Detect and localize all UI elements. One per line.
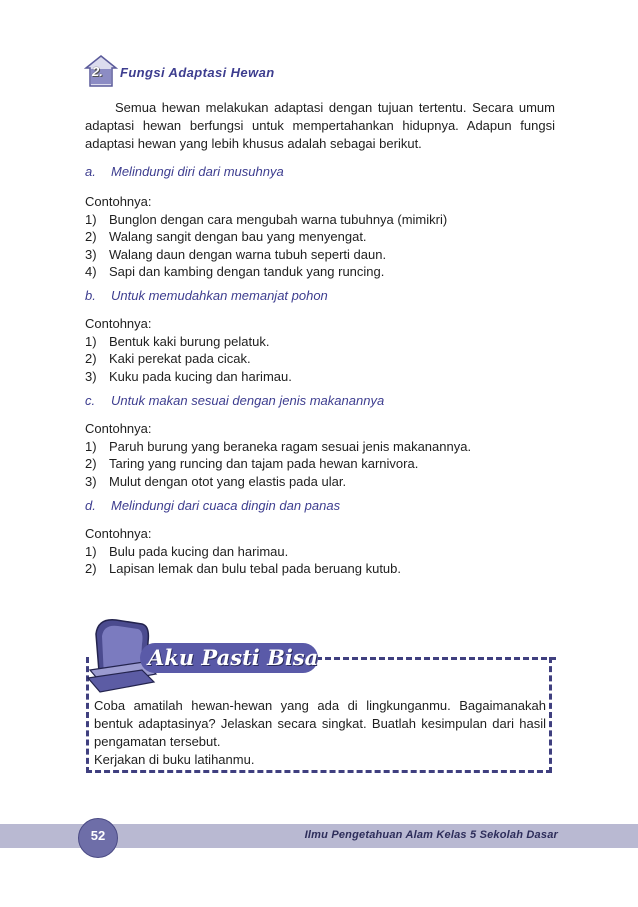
list-item: 1) Paruh burung yang beraneka ragam sesuai jenis makanannya. xyxy=(85,438,472,454)
subsection-title: Melindungi diri dari musuhnya xyxy=(111,164,284,179)
list-item: 2) Taring yang runcing dan tajam pada hewan karnivora. xyxy=(85,456,419,471)
list-item: 4) Sapi dan kambing dengan tanduk yang runcing. xyxy=(85,264,385,279)
list-item: 1) Bulu pada kucing dan harimau. xyxy=(85,543,289,559)
section-title: Fungsi Adaptasi Hewan xyxy=(120,65,275,80)
list-item: 1) Bunglon dengan cara mengubah warna tubuhnya (mimikri) xyxy=(85,211,448,227)
list-item: 1) Bentuk kaki burung pelatuk. xyxy=(85,333,270,349)
intro-paragraph: Semua hewan melakukan adaptasi dengan tujuan tertentu. Secara umum adaptasi hewan berfungsi untuk mempertahankan hidupnya. Adapun fungsi adaptasi hewan yang lebih khusus adalah sebagai berikut. xyxy=(85,100,555,151)
list-item: 2) Lapisan lemak dan bulu tebal pada beruang kutub. xyxy=(85,561,401,576)
task-instruction: Kerjakan di buku latihanmu. xyxy=(94,752,255,767)
example-list-b xyxy=(85,315,555,385)
subsection-title: Melindungi dari cuaca dingin dan panas xyxy=(111,498,341,513)
example-label: Contohnya: xyxy=(85,526,152,541)
page-number: 52 xyxy=(90,828,106,843)
subsection-letter: d. xyxy=(85,498,96,513)
example-list-c xyxy=(85,420,555,490)
list-item: 2) Kaki perekat pada cicak. xyxy=(85,351,251,366)
example-label: Contohnya: xyxy=(85,316,152,331)
subsection-title: Untuk memudahkan memanjat pohon xyxy=(111,288,328,303)
list-item: 3) Mulut dengan otot yang elastis pada ular. xyxy=(85,473,347,489)
example-list-d xyxy=(85,525,555,578)
subsection-heading-a xyxy=(85,164,284,179)
section-number: 2. xyxy=(92,64,103,79)
list-item: 2) Walang sangit dengan bau yang menyengat. xyxy=(85,229,367,244)
task-logo-label: Aku Pasti Bisa xyxy=(148,645,319,670)
subsection-letter: c. xyxy=(85,393,96,408)
example-list-a xyxy=(85,193,555,281)
task-question: Coba amatilah hewan-hewan yang ada di lingkunganmu. Bagaimanakah bentuk adaptasinya? Jelaskan secara singkat. Buatlah kesimpulan dari hasil pengamatan tersebut. xyxy=(94,698,546,749)
book-title: Ilmu Pengetahuan Alam Kelas 5 Sekolah Dasar xyxy=(304,829,558,841)
section-heading xyxy=(84,54,384,88)
subsection-title: Untuk makan sesuai dengan jenis makanannya xyxy=(111,393,385,408)
subsection-heading-c xyxy=(85,393,384,408)
list-item: 3) Walang daun dengan warna tubuh seperti daun. xyxy=(85,246,387,262)
example-label: Contohnya: xyxy=(85,421,152,436)
subsection-heading-b xyxy=(85,288,328,303)
task-text xyxy=(94,697,546,769)
subsection-letter: a. xyxy=(85,164,96,179)
list-item: 3) Kuku pada kucing dan harimau. xyxy=(85,368,292,384)
subsection-letter: b. xyxy=(85,288,96,303)
example-label: Contohnya: xyxy=(85,194,152,209)
subsection-heading-d xyxy=(85,498,340,513)
